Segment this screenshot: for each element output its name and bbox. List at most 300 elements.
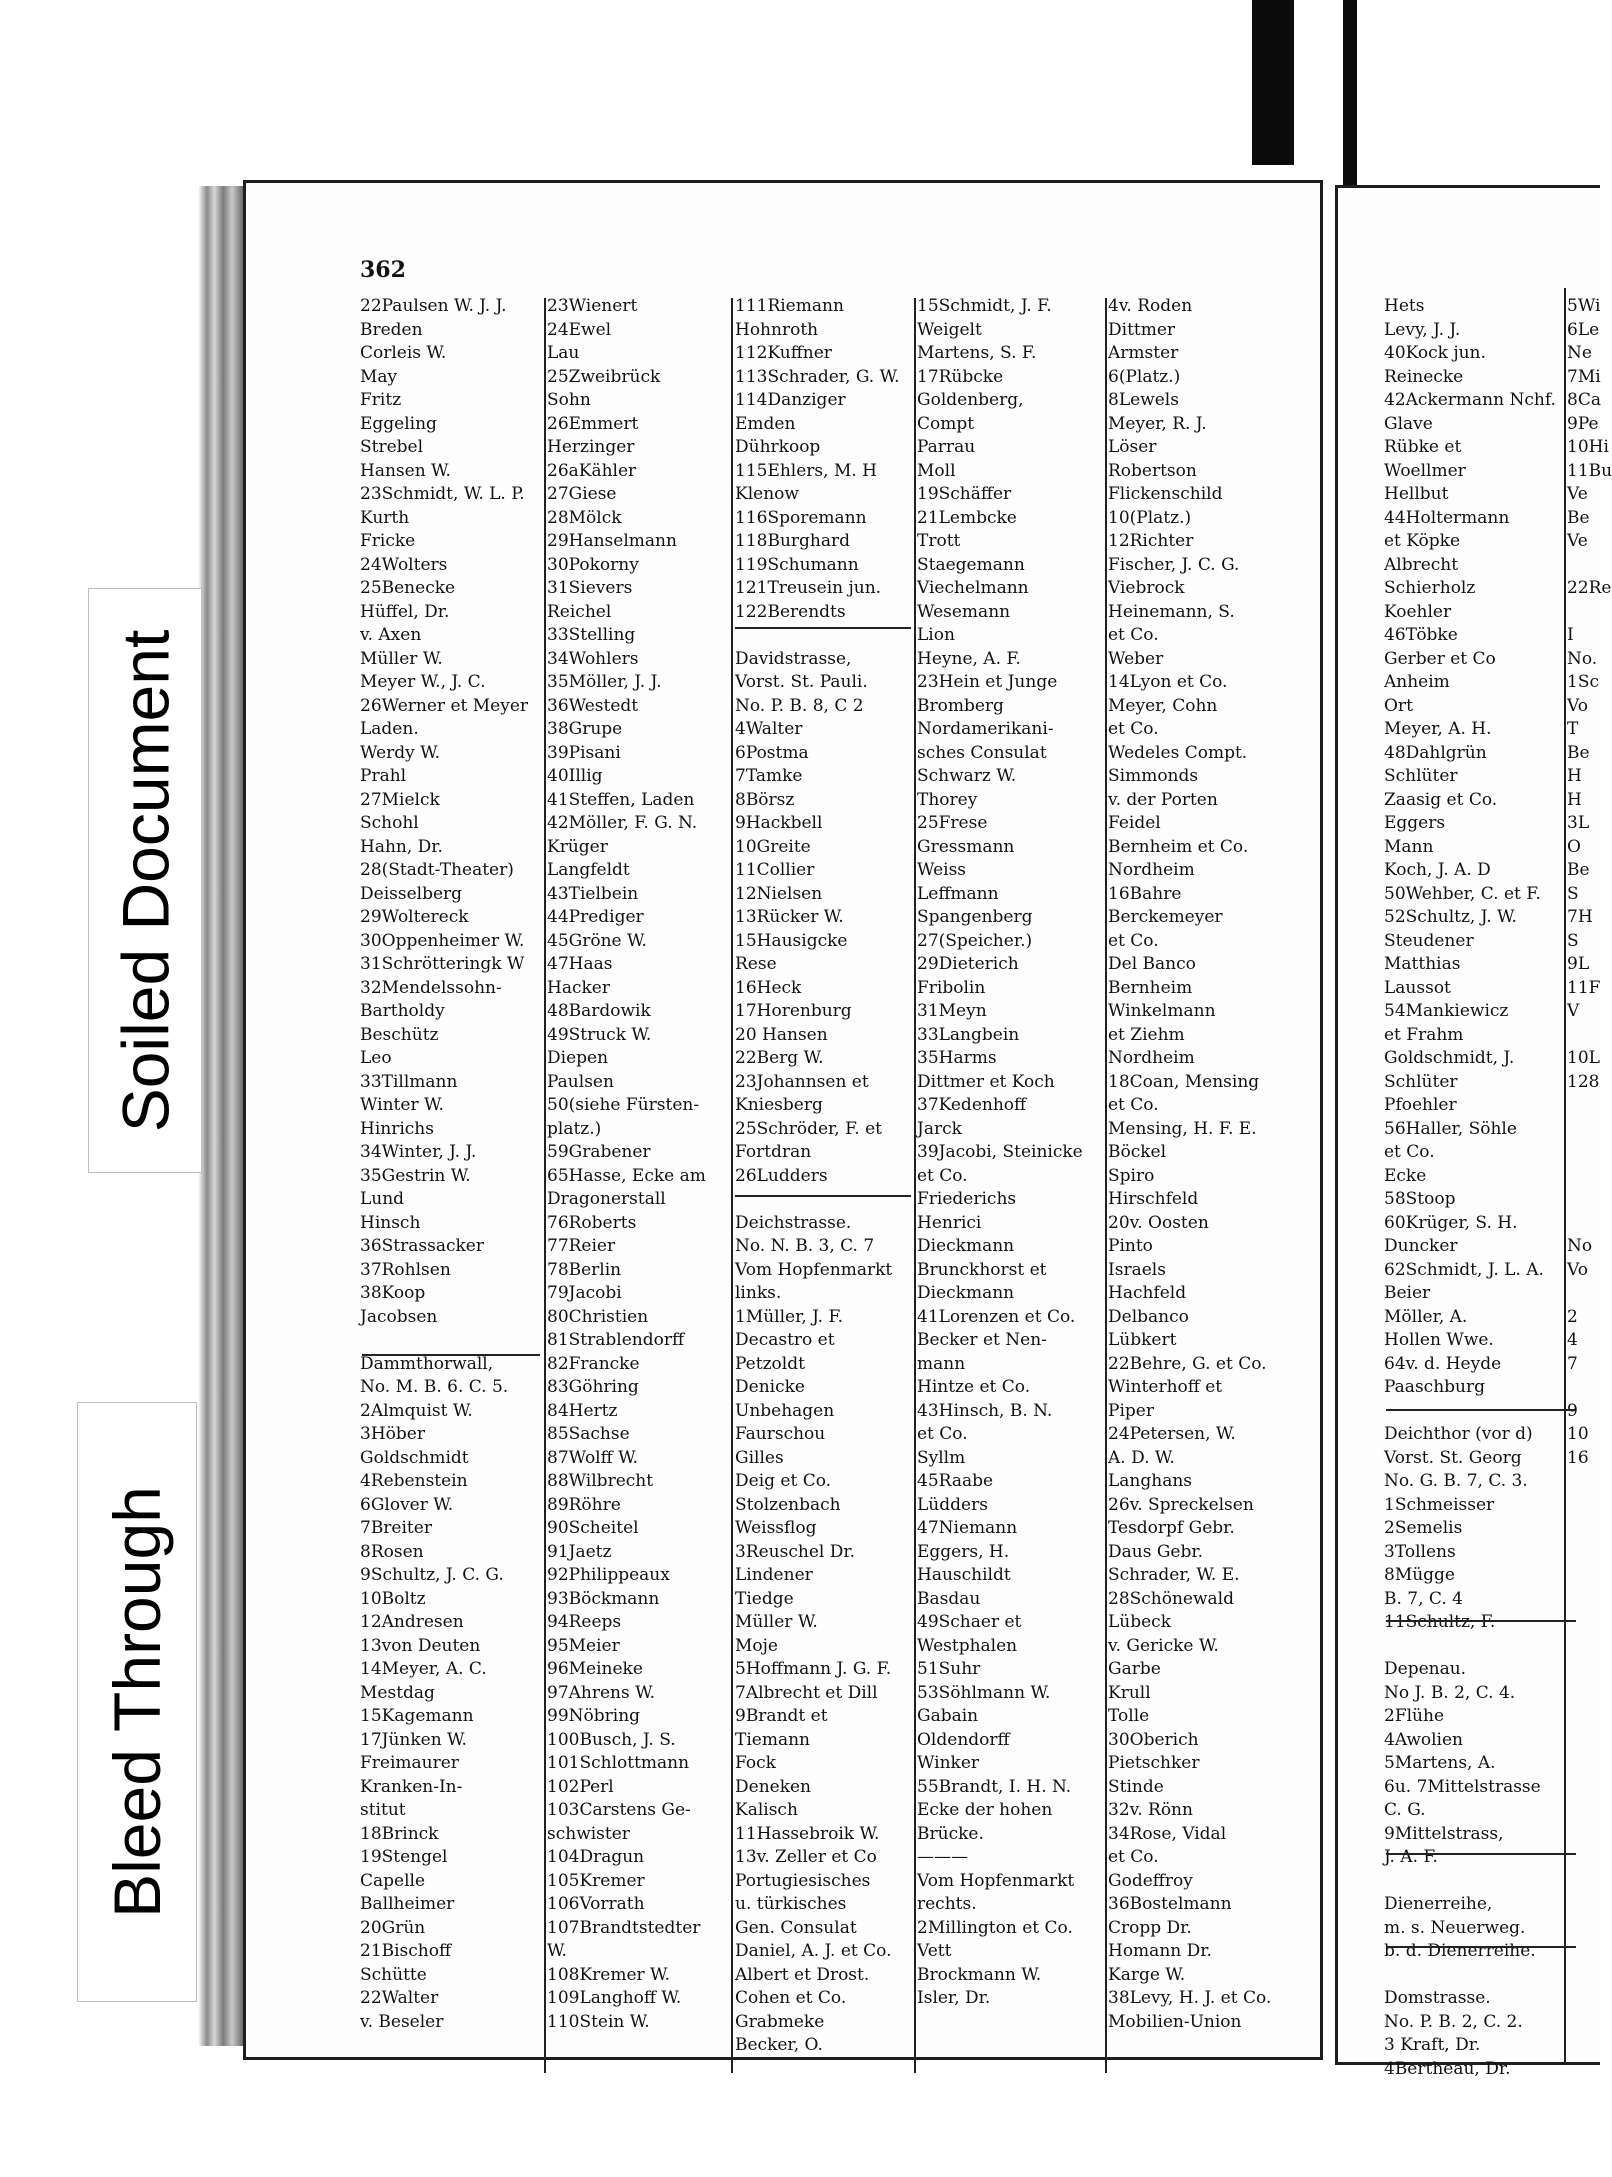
directory-line: 6Glover W. — [360, 1494, 454, 1515]
directory-line — [1567, 601, 1600, 625]
directory-line: 83Göhring — [547, 1377, 639, 1397]
directory-line: 3Tollens — [1384, 1541, 1456, 1562]
column-4 — [917, 295, 1104, 2011]
directory-line: Langfeldt — [547, 860, 630, 880]
directory-line: rechts. — [917, 1894, 977, 1914]
directory-line: Dührkoop — [735, 437, 821, 457]
directory-line: S — [1567, 930, 1579, 951]
directory-line: Prahl — [360, 766, 407, 786]
directory-line: 4v. Roden — [1108, 296, 1193, 316]
directory-line: 13v. Zeller et Co — [735, 1847, 877, 1867]
directory-line: b. d. Dienerreihe. — [1384, 1941, 1536, 1961]
section-rule — [1386, 1409, 1576, 1411]
directory-line: Vom Hopfenmarkt — [735, 1259, 893, 1280]
directory-line: Dittmer et Koch — [917, 1071, 1055, 1092]
directory-line: et Ziehm — [1108, 1024, 1185, 1045]
directory-line: 13von Deuten — [360, 1635, 481, 1656]
directory-line: Emden — [735, 413, 796, 434]
directory-line: 119Schumann — [735, 554, 859, 575]
section-rule — [735, 627, 911, 629]
directory-line: 4Awolien — [1384, 1729, 1463, 1750]
directory-line: Kniesberg — [735, 1095, 823, 1115]
directory-line: 39Pisani — [547, 742, 621, 763]
directory-line: Goldschmidt, J. — [1384, 1048, 1515, 1068]
directory-line: Simmonds — [1108, 766, 1199, 786]
directory-line: Stinde — [1108, 1776, 1164, 1797]
directory-line: Berckemeyer — [1108, 907, 1223, 927]
directory-line — [1567, 1705, 1600, 1729]
directory-line: 51Suhr — [917, 1659, 981, 1679]
directory-line: 9 — [1567, 1400, 1578, 1421]
directory-line: No. G. B. 7, C. 3. — [1384, 1471, 1528, 1491]
directory-line: T — [1567, 719, 1579, 739]
directory-line: 47Haas — [547, 954, 613, 974]
column-1 — [360, 295, 545, 2034]
directory-line: 115Ehlers, M. H — [735, 460, 878, 481]
directory-line: H — [1567, 766, 1582, 786]
directory-line: Sohn — [547, 390, 591, 410]
directory-line: Tiedge — [735, 1588, 794, 1609]
directory-line: links. — [735, 1283, 782, 1303]
directory-line: 37Rohlsen — [360, 1259, 451, 1280]
directory-line — [1567, 1752, 1600, 1776]
directory-line: 1Müller, J. F. — [735, 1306, 844, 1327]
directory-line: Rese — [735, 954, 777, 974]
directory-line: 10Boltz — [360, 1588, 426, 1609]
directory-line: Brücke. — [917, 1823, 984, 1844]
directory-line — [1567, 1776, 1600, 1800]
directory-line: 2Semelis — [1384, 1518, 1463, 1538]
directory-line: Vom Hopfenmarkt — [917, 1870, 1075, 1891]
directory-line: Moll — [917, 460, 956, 481]
directory-line: 32v. Rönn — [1108, 1800, 1193, 1820]
directory-line: Langhans — [1108, 1471, 1193, 1491]
directory-line: et Co. — [1108, 1095, 1159, 1115]
directory-line: 8Börsz — [735, 789, 795, 810]
directory-line: Mestdag — [360, 1682, 435, 1703]
directory-line: 100Busch, J. S. — [547, 1729, 676, 1750]
directory-line: Meyer, Cohn — [1108, 695, 1218, 716]
directory-line: Eggers — [1384, 813, 1446, 833]
directory-line — [1567, 1494, 1600, 1518]
directory-line: 8Lewels — [1108, 390, 1179, 410]
directory-line: 92Philippeaux — [547, 1565, 670, 1585]
directory-line: 40Kock jun. — [1384, 343, 1486, 363]
directory-line: 60Krüger, S. H. — [1384, 1212, 1518, 1233]
directory-line: Herzinger — [547, 437, 635, 457]
bleed-through-stamp — [77, 1402, 197, 2002]
column-7 — [1567, 295, 1612, 1799]
directory-line: 64v. d. Heyde — [1384, 1353, 1502, 1374]
directory-line: Weiss — [917, 860, 967, 880]
directory-line: 36Strassacker — [360, 1236, 484, 1256]
directory-line: Schlüter — [1384, 1071, 1458, 1092]
directory-line: 5Hoffmann J. G. F. — [735, 1659, 892, 1679]
directory-line: 30Oberich — [1108, 1729, 1199, 1750]
directory-line: Winterhoff et — [1108, 1377, 1223, 1397]
directory-line — [1567, 1541, 1600, 1565]
directory-line: Henrici — [917, 1212, 982, 1233]
directory-line: 55Brandt, I. H. N. — [917, 1776, 1072, 1797]
directory-line: 33Stelling — [547, 625, 636, 645]
directory-line: 9Pe — [1567, 413, 1599, 434]
directory-line: 102Perl — [547, 1776, 614, 1797]
directory-line: 4Walter — [735, 719, 803, 739]
directory-line: 36Westedt — [547, 695, 639, 716]
directory-line: 15Hausigcke — [735, 930, 848, 951]
directory-line: Lindener — [735, 1565, 813, 1585]
directory-line: Böckel — [1108, 1142, 1167, 1162]
directory-line: sches Consulat — [917, 742, 1047, 763]
directory-line: 111Riemann — [735, 296, 844, 316]
directory-line: 103Carstens Ge- — [547, 1800, 691, 1820]
directory-line: No. N. B. 3, C. 7 — [735, 1236, 875, 1256]
directory-line: 17Rübcke — [917, 366, 1004, 387]
directory-line: Kalisch — [735, 1800, 798, 1820]
column-2 — [547, 295, 729, 2034]
directory-line: Nordheim — [1108, 860, 1195, 880]
directory-line: 7Breiter — [360, 1518, 432, 1538]
directory-line: platz.) — [547, 1118, 602, 1139]
directory-line: Schohl — [360, 813, 419, 833]
directory-line: Bernheim et Co. — [1108, 836, 1249, 857]
directory-line: 6(Platz.) — [1108, 366, 1181, 387]
directory-line: Cohen et Co. — [735, 1988, 847, 2008]
directory-line — [1384, 1870, 1584, 1894]
directory-line: Karge W. — [1108, 1964, 1186, 1985]
directory-line: Mensing, H. F. E. — [1108, 1118, 1257, 1139]
directory-line: Fribolin — [917, 977, 986, 998]
directory-line: Israels — [1108, 1259, 1166, 1280]
directory-line: Bromberg — [917, 695, 1004, 716]
directory-line — [1384, 1400, 1584, 1424]
directory-line: 6Le — [1567, 319, 1600, 340]
directory-line: 9Brandt et — [735, 1706, 828, 1726]
directory-line: 43Hinsch, B. N. — [917, 1400, 1053, 1421]
directory-line: Denicke — [735, 1377, 805, 1397]
directory-line: 17Horenburg — [735, 1001, 852, 1021]
directory-line: mann — [917, 1353, 966, 1374]
directory-line: 34Wohlers — [547, 648, 639, 669]
directory-line: 59Grabener — [547, 1142, 651, 1162]
directory-line: Ecke — [1384, 1165, 1427, 1186]
directory-line: u. türkisches — [735, 1894, 847, 1914]
directory-line: Corleis W. — [360, 343, 447, 363]
directory-line: 81Strablendorff — [547, 1330, 685, 1350]
directory-line: Freimaurer — [360, 1753, 459, 1773]
directory-line: 16 — [1567, 1447, 1589, 1468]
directory-line: 48Bardowik — [547, 1001, 651, 1021]
directory-line: 3Höber — [360, 1424, 425, 1444]
directory-line: ——— — [917, 1847, 968, 1867]
directory-line: 53Söhlmann W. — [917, 1682, 1051, 1703]
directory-line: 4 — [1567, 1330, 1578, 1350]
directory-line: Gressmann — [917, 836, 1015, 857]
directory-line: Armster — [1108, 343, 1179, 363]
directory-line: Mobilien-Union — [1108, 2011, 1242, 2032]
directory-line: 28Mölck — [547, 507, 622, 528]
directory-line: Staegemann — [917, 554, 1025, 575]
directory-line: 42Ackermann Nchf. — [1384, 390, 1556, 410]
column-rule-6 — [1564, 288, 1566, 2063]
directory-line: Brunckhorst et — [917, 1259, 1047, 1280]
directory-line: Dragonerstall — [547, 1189, 666, 1209]
directory-line: Zaasig et Co. — [1384, 789, 1498, 810]
directory-line — [1567, 1118, 1600, 1142]
directory-line: 25Zweibrück — [547, 366, 661, 387]
directory-line: 5Wi — [1567, 296, 1601, 316]
directory-line: J. A. F. — [1384, 1847, 1438, 1867]
directory-line: Tesdorpf Gebr. — [1108, 1518, 1235, 1538]
directory-line: Viechelmann — [917, 578, 1029, 598]
directory-line: 89Röhre — [547, 1494, 621, 1515]
directory-line: 105Kremer — [547, 1870, 645, 1891]
directory-line: 17Jünken W. — [360, 1729, 467, 1750]
directory-line: 22Paulsen W. J. J. — [360, 296, 507, 316]
directory-line: Vorst. St. Pauli. — [735, 672, 868, 692]
directory-line: 77Reier — [547, 1236, 616, 1256]
directory-line: Vo — [1567, 1259, 1588, 1280]
directory-line: Albrecht — [1384, 554, 1459, 575]
directory-line: Ballheimer — [360, 1894, 455, 1914]
directory-line: Piper — [1108, 1400, 1154, 1421]
directory-line: 30Oppenheimer W. — [360, 930, 525, 951]
directory-line: Leffmann — [917, 883, 999, 904]
directory-line: Deneken — [735, 1776, 812, 1797]
directory-line: Del Banco — [1108, 954, 1196, 974]
directory-line: 94Reeps — [547, 1612, 622, 1632]
directory-line: 11Hassebroik W. — [735, 1823, 880, 1844]
section-rule — [735, 1195, 911, 1197]
directory-line: Leo — [360, 1048, 392, 1068]
directory-line: W. — [547, 1941, 567, 1961]
directory-line — [1567, 1588, 1600, 1612]
directory-line: Meyer, A. H. — [1384, 719, 1492, 739]
top-black-edge — [1252, 0, 1294, 165]
directory-line: A. D. W. — [1108, 1447, 1175, 1468]
directory-line: Heyne, A. F. — [917, 648, 1021, 669]
directory-line: 13Rücker W. — [735, 907, 844, 927]
directory-line: 2 — [1567, 1306, 1578, 1327]
directory-line: Martens, S. F. — [917, 343, 1037, 363]
directory-line: 29Dieterich — [917, 954, 1019, 974]
directory-line: Klenow — [735, 484, 799, 504]
directory-line: 12Nielsen — [735, 883, 823, 904]
directory-line: 6Postma — [735, 742, 809, 763]
directory-line: Domstrasse. — [1384, 1988, 1491, 2008]
column-5 — [1108, 295, 1301, 2034]
directory-line: Wedeles Compt. — [1108, 742, 1248, 763]
directory-line: Schrader, W. E. — [1108, 1565, 1240, 1585]
directory-line: Ve — [1567, 531, 1588, 551]
directory-line: 15Schmidt, J. F. — [917, 296, 1052, 316]
directory-line — [1567, 1729, 1600, 1753]
directory-line: 9Mittelstrass, — [1384, 1823, 1504, 1844]
directory-line: Dittmer — [1108, 319, 1176, 340]
directory-line: 20Grün — [360, 1917, 426, 1938]
directory-line: 2Millington et Co. — [917, 1917, 1073, 1938]
directory-line: 7H — [1567, 907, 1593, 927]
directory-line: 108Kremer W. — [547, 1964, 670, 1985]
directory-line: Ne — [1567, 343, 1592, 363]
directory-line: Portugiesisches — [735, 1870, 871, 1891]
directory-line: 23Johannsen et — [735, 1071, 869, 1092]
directory-line: B. 7, C. 4 — [1384, 1588, 1463, 1609]
directory-line: Be — [1567, 507, 1590, 528]
column-rule-4 — [1105, 298, 1107, 2073]
directory-line: et Frahm — [1384, 1024, 1464, 1045]
directory-line: 91Jaetz — [547, 1541, 612, 1562]
directory-line: 21Bischoff — [360, 1941, 452, 1961]
directory-line: Tiemann — [735, 1729, 810, 1750]
directory-line: 29Woltereck — [360, 907, 469, 927]
directory-line: Dammthorwall, — [360, 1353, 494, 1374]
directory-line — [1567, 1141, 1600, 1165]
directory-line: Beier — [1384, 1283, 1431, 1303]
directory-line: Gen. Consulat — [735, 1917, 857, 1938]
directory-line: Weber — [1108, 648, 1164, 669]
directory-line: 122Berendts — [735, 601, 846, 622]
directory-line: Duncker — [1384, 1236, 1458, 1256]
directory-line: Laussot — [1384, 977, 1451, 998]
directory-line: 24Wolters — [360, 554, 448, 575]
directory-line: Eggeling — [360, 413, 437, 434]
directory-line: 107Brandtstedter — [547, 1917, 701, 1938]
directory-line: Capelle — [360, 1870, 426, 1891]
directory-line: 48Dahlgrün — [1384, 742, 1487, 763]
directory-line: 14Meyer, A. C. — [360, 1659, 487, 1679]
directory-line: Hintze et Co. — [917, 1377, 1031, 1397]
directory-line: 96Meineke — [547, 1659, 643, 1679]
directory-line: Winkelmann — [1108, 1001, 1216, 1021]
directory-line: Deig et Co. — [735, 1471, 832, 1491]
directory-line: No — [1567, 1236, 1593, 1256]
directory-line: Hüffel, Dr. — [360, 601, 450, 622]
directory-line: 82Francke — [547, 1353, 640, 1374]
directory-line: Hacker — [547, 977, 610, 998]
directory-line: Koehler — [1384, 601, 1452, 622]
directory-line: 26aKähler — [547, 460, 637, 481]
directory-line — [1567, 1376, 1600, 1400]
directory-line: Weissflog — [735, 1518, 817, 1538]
directory-line: Hets — [1384, 296, 1425, 316]
directory-line: 113Schrader, G. W. — [735, 366, 900, 387]
directory-line: Ecke der hohen — [917, 1800, 1053, 1820]
directory-line: 22Walter — [360, 1988, 439, 2008]
directory-line: 18Coan, Mensing — [1108, 1071, 1260, 1092]
directory-line: 25Schröder, F. et — [735, 1118, 882, 1139]
directory-line: Woellmer — [1384, 460, 1466, 481]
directory-line: et Co. — [1384, 1142, 1435, 1162]
directory-line: 20 Hansen — [735, 1024, 828, 1045]
directory-line: 10(Platz.) — [1108, 507, 1192, 528]
directory-line — [1567, 1188, 1600, 1212]
directory-line: schwister — [547, 1823, 630, 1844]
directory-line: 8Mügge — [1384, 1565, 1455, 1585]
directory-line — [1567, 554, 1600, 578]
directory-line: Lau — [547, 343, 580, 363]
directory-line: Ort — [1384, 695, 1413, 716]
directory-line: Petzoldt — [735, 1353, 805, 1374]
directory-line: stitut — [360, 1800, 406, 1820]
directory-line: 19Stengel — [360, 1847, 448, 1867]
directory-line: Jarck — [917, 1118, 962, 1139]
directory-line: 95Meier — [547, 1635, 620, 1656]
directory-line: Dieckmann — [917, 1283, 1015, 1303]
directory-line: 16Bahre — [1108, 883, 1182, 904]
directory-line: Gabain — [917, 1706, 979, 1726]
directory-line: Compt — [917, 413, 975, 434]
directory-line: 28Schönewald — [1108, 1588, 1234, 1609]
directory-line: Strebel — [360, 437, 424, 457]
directory-line: Spiro — [1108, 1165, 1155, 1186]
directory-line: Beschütz — [360, 1024, 439, 1045]
directory-line: 9L — [1567, 954, 1590, 974]
directory-line: Lund — [360, 1189, 405, 1209]
directory-line: et Köpke — [1384, 531, 1461, 551]
directory-line: Heinemann, S. — [1108, 601, 1235, 622]
directory-line: Ve — [1567, 484, 1588, 504]
directory-line: S — [1567, 883, 1579, 904]
directory-line — [1567, 1282, 1600, 1306]
directory-line: Feidel — [1108, 813, 1161, 833]
directory-line: 27Giese — [547, 484, 617, 504]
book-spine — [199, 186, 243, 2046]
section-rule — [1386, 1946, 1576, 1948]
directory-line: 23Wienert — [547, 296, 638, 316]
directory-line: 88Wilbrecht — [547, 1471, 654, 1491]
directory-line: Garbe — [1108, 1659, 1161, 1679]
directory-line: 93Böckmann — [547, 1588, 660, 1609]
directory-line — [1567, 1635, 1600, 1659]
directory-line: V — [1567, 1001, 1580, 1021]
directory-line: Dienerreihe, — [1384, 1894, 1493, 1914]
directory-line: Diepen — [547, 1048, 609, 1068]
directory-line — [1384, 1635, 1584, 1659]
directory-line: Hinrichs — [360, 1118, 434, 1139]
directory-line: 33Tillmann — [360, 1071, 458, 1092]
directory-line: 29Hanselmann — [547, 531, 677, 551]
directory-line: 24Petersen, W. — [1108, 1424, 1236, 1444]
directory-line: Thorey — [917, 789, 978, 810]
directory-line: Viebrock — [1108, 578, 1185, 598]
directory-line: 31Sievers — [547, 578, 633, 598]
directory-line: 10L — [1567, 1048, 1600, 1068]
directory-line: et Co. — [1108, 625, 1159, 645]
directory-line: 80Christien — [547, 1306, 649, 1327]
page-number: 362 — [360, 257, 406, 283]
directory-line: 85Sachse — [547, 1424, 630, 1444]
directory-line: 10 — [1567, 1424, 1589, 1444]
directory-line: C. G. — [1384, 1800, 1426, 1820]
directory-line: Becker et Nen- — [917, 1330, 1047, 1350]
top-black-edge-2 — [1343, 0, 1357, 195]
directory-line: 3L — [1567, 813, 1590, 833]
directory-line: 97Ahrens W. — [547, 1682, 656, 1703]
column-rule-2 — [731, 298, 733, 2073]
directory-line: Mann — [1384, 836, 1434, 857]
directory-line: Hirschfeld — [1108, 1189, 1199, 1209]
directory-line: Reinecke — [1384, 366, 1464, 387]
directory-line: Robertson — [1108, 460, 1197, 481]
directory-line: Lübeck — [1108, 1612, 1172, 1632]
directory-line: Lion — [917, 625, 955, 645]
directory-line: Schlüter — [1384, 766, 1458, 786]
directory-line: Gerber et Co — [1384, 648, 1496, 669]
directory-line: et Co. — [1108, 719, 1159, 739]
directory-line: et Co. — [917, 1424, 968, 1444]
directory-line: 65Hasse, Ecke am — [547, 1165, 706, 1186]
